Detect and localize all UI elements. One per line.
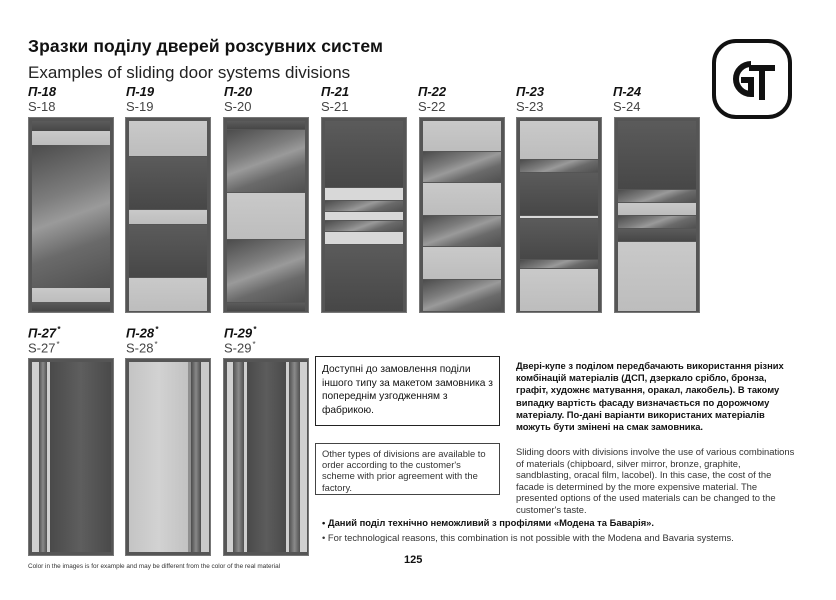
door-panel [520,173,598,215]
door-code-s27 [28,325,60,356]
door-panel [227,193,305,239]
door-panel [423,152,501,182]
door-code-s24 [613,84,641,114]
gt-logo-icon [711,38,793,120]
page-number: 125 [404,554,423,566]
door-panel [325,232,403,244]
door-code-s29 [224,325,256,356]
door-code-ua: П-20 [224,84,253,99]
door-panel [129,362,188,552]
door-panel [618,203,696,215]
door-image-s29 [223,358,309,556]
door-panel [227,130,305,192]
door-code-ua: П-18 [28,84,57,99]
materials-description-ua: Двері-купе з поділом передбачають використання різних комбінацій матеріалів (ДСП, дзеркало срібло, бронза, графіт, художнє матування, оракал, лакобель). В такому випадку вартість фасаду визначається по дорожчому матеріалу. По-дані варіанти використаних матеріалів можуть бути змінені на смак замовника. [516,360,784,433]
gt-logo [711,38,793,120]
door-code-ua: П-19 [126,84,155,99]
door-panel [247,362,286,552]
door-image-s28 [125,358,211,556]
door-code-en: S-21 [321,99,349,114]
door-panel [423,247,501,279]
door-panel [325,121,403,187]
door-code-en: S-27* [28,340,60,356]
door-panel [227,240,305,302]
door-panel [32,131,110,145]
door-code-s19 [126,84,154,114]
asterisk-mark: * [155,325,159,334]
door-panel [325,221,403,231]
materials-description-en: Sliding doors with divisions involve the use of various combinations of materials (chipboard, silver mirror, bronze, graphite, sandblasting, oracal film, lacobel). In this case, the cost of the facade is determined by the more expensive material. The presented options of the used materials can be changed to the customer's taste. [516,446,795,515]
door-panel [129,121,207,156]
door-image-s23 [516,117,602,313]
door-panel [520,160,598,172]
door-panel [32,288,110,302]
door-code-en: S-29* [224,340,256,356]
color-disclaimer: Color in the images is for example and may be different from the color of the real material [28,563,281,570]
door-panel [325,245,403,311]
door-code-s18 [28,84,56,114]
door-code-s22 [418,84,446,114]
door-panel [423,121,501,151]
door-code-en: S-19 [126,99,154,114]
door-code-ua: П-21 [321,84,350,99]
door-panel [233,362,244,552]
page-title-ukrainian: Зразки поділу дверей розсувних систем [28,36,384,56]
door-panel [39,362,47,552]
door-panel [520,260,598,268]
door-panel [32,121,110,131]
page-title-english: Examples of sliding door systems divisions [28,63,351,82]
door-code-ua: П-27* [28,325,61,341]
asterisk-note-ua: • Даний поділ технічно неможливий з профілями «Модена та Баварія». [322,517,655,528]
door-code-en: S-22 [418,99,446,114]
door-panel [325,188,403,200]
asterisk-mark: * [154,340,158,350]
door-panel [520,219,598,259]
asterisk-mark: * [252,340,256,350]
door-code-ua: П-29* [224,325,257,341]
door-code-s21 [321,84,349,114]
door-panel [520,121,598,159]
door-panel [618,242,696,311]
door-panel [129,225,207,277]
door-image-s20 [223,117,309,313]
door-code-en: S-20 [224,99,252,114]
door-panel [423,183,501,215]
door-panel [289,362,300,552]
door-code-s28 [126,325,158,356]
door-panel [618,216,696,228]
door-panel [50,362,111,552]
door-code-ua: П-24 [613,84,642,99]
door-panel [618,229,696,241]
door-panel [300,362,307,552]
door-code-s23 [516,84,544,114]
door-panel [423,216,501,246]
door-code-en: S-18 [28,99,56,114]
door-panel [32,302,110,311]
door-panel [32,362,39,552]
door-code-en: S-24 [613,99,641,114]
door-panel [32,145,110,288]
custom-division-box-en: Other types of divisions are available to order according to the customer's scheme with prior agreement with the factory. [315,443,500,495]
door-image-s19 [125,117,211,313]
door-panel [423,280,501,311]
door-panel [191,362,201,552]
door-panel [129,157,207,209]
door-panel [129,210,207,224]
door-code-ua: П-28* [126,325,159,341]
custom-division-box-ua: Доступні до замовлення поділи іншого типу за макетом замовника з попереднім узгодженням з фабрикою. [315,356,500,426]
door-code-en: S-23 [516,99,544,114]
door-image-s18 [28,117,114,313]
door-panel [201,362,209,552]
door-panel [129,278,207,311]
asterisk-mark: * [253,325,257,334]
door-panel [520,269,598,311]
asterisk-note-en: • For technological reasons, this combination is not possible with the Modena and Bavaria systems. [322,532,734,543]
door-panel [325,212,403,220]
door-panel [618,121,696,189]
door-image-s27 [28,358,114,556]
door-panel [227,303,305,311]
door-panel [227,121,305,129]
door-panel [520,216,598,218]
door-code-en: S-28* [126,340,158,356]
door-image-s21 [321,117,407,313]
door-image-s22 [419,117,505,313]
asterisk-mark: * [57,325,61,334]
door-code-s20 [224,84,252,114]
door-image-s24 [614,117,700,313]
door-panel [618,190,696,202]
door-code-ua: П-22 [418,84,447,99]
asterisk-mark: * [56,340,60,350]
door-panel [325,201,403,211]
door-code-ua: П-23 [516,84,545,99]
